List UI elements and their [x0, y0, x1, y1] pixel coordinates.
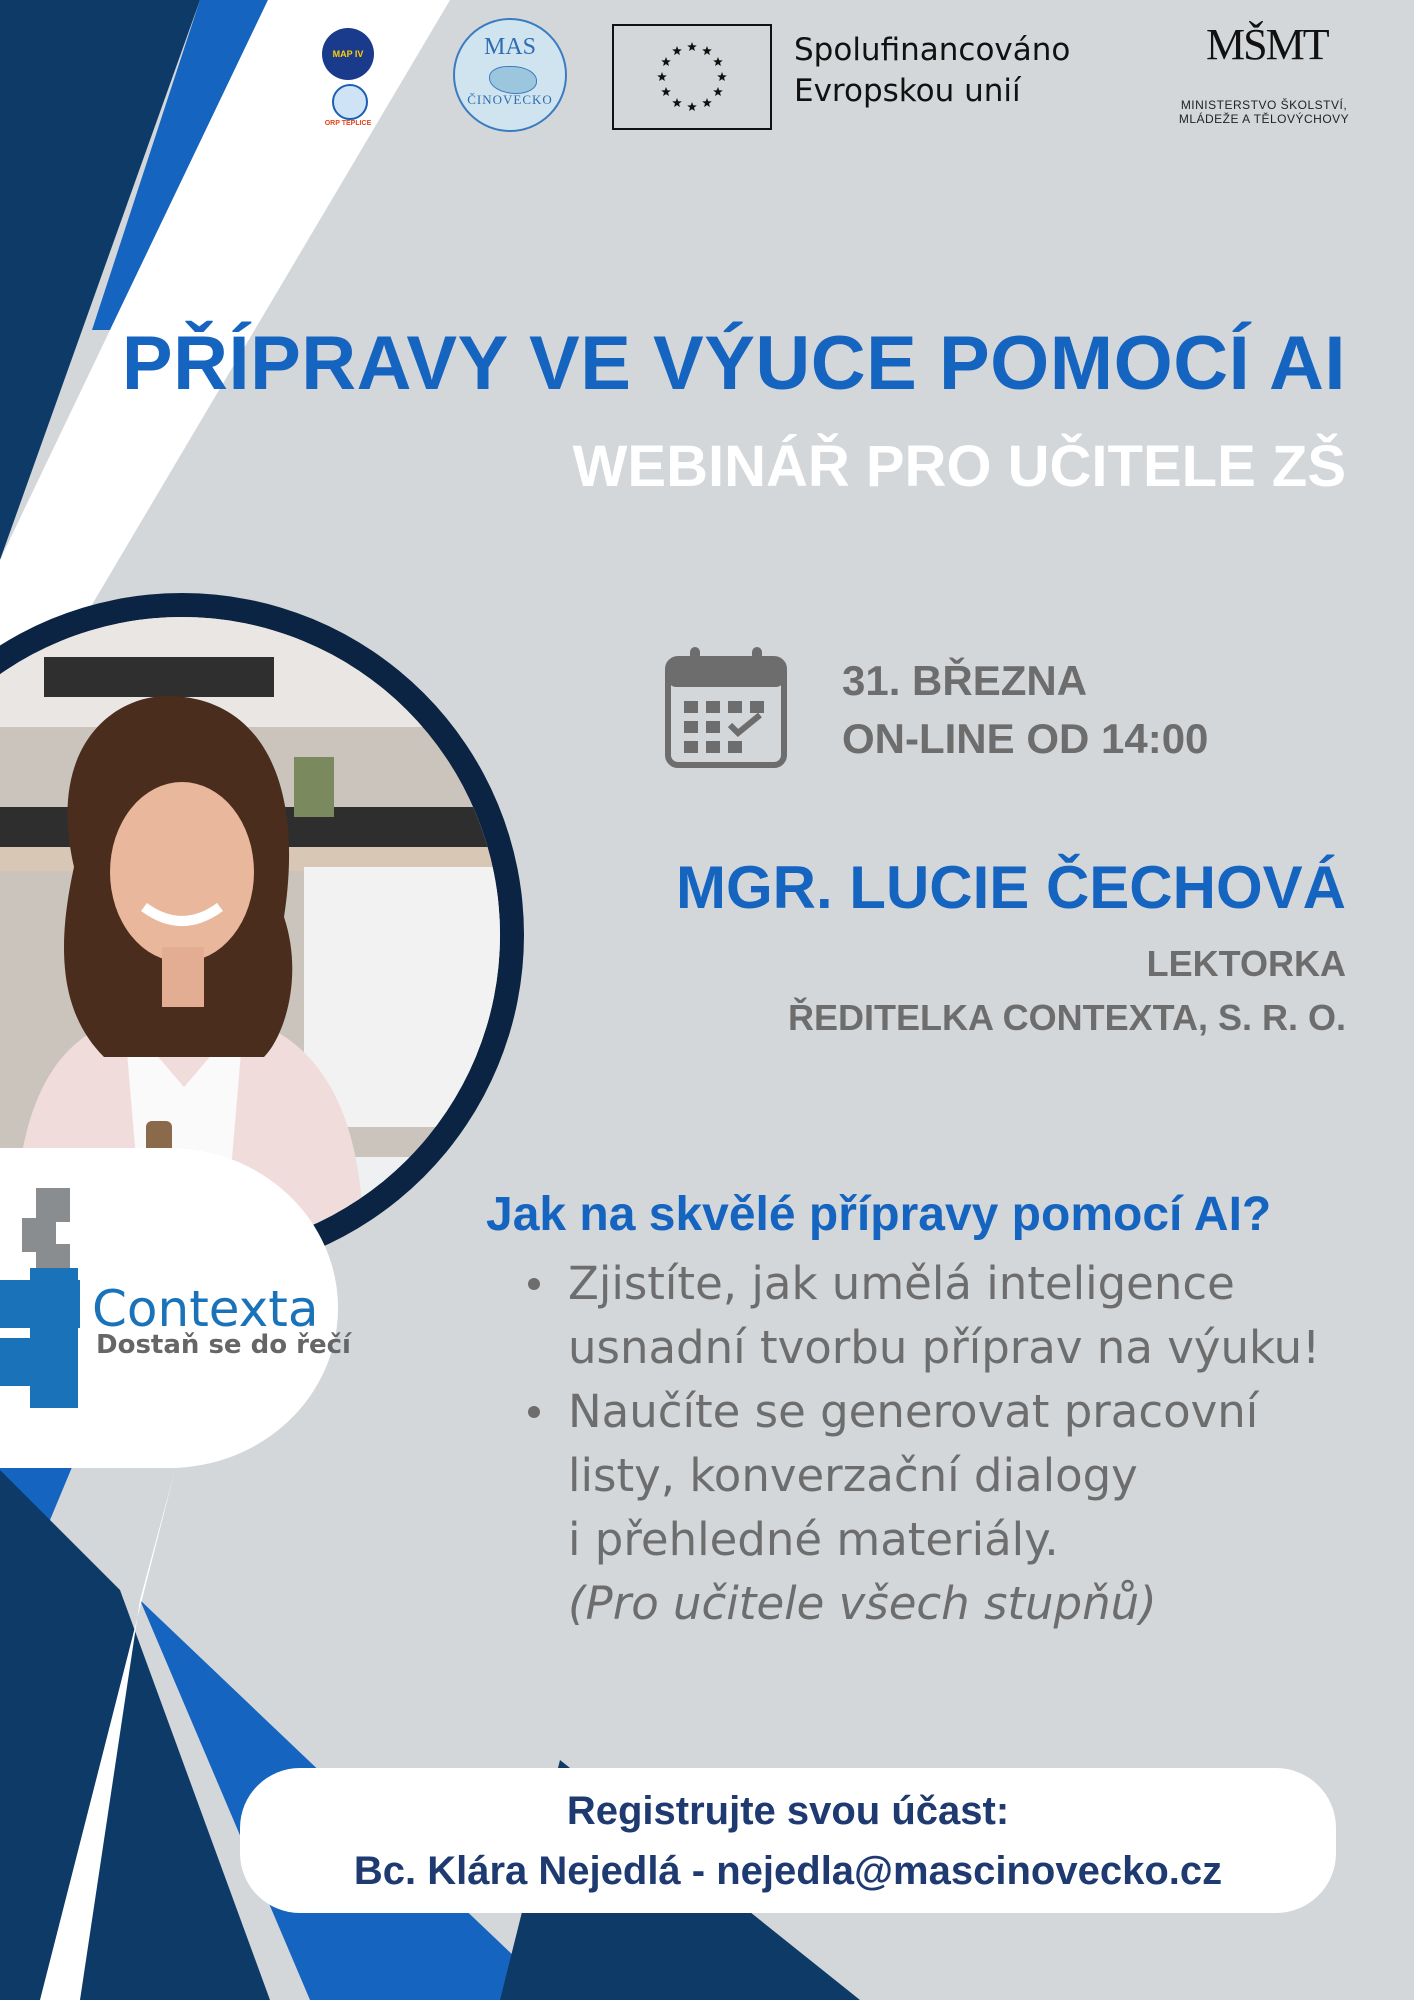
calendar-icon [664, 645, 788, 771]
msmt-logo [1146, 22, 1382, 134]
region-map-icon [489, 66, 537, 94]
msmt-caption-line2: MLÁDEŽE A TĚLOVÝCHOVY [1178, 112, 1350, 126]
registration-contact[interactable]: Bc. Klára Nejedlá - nejedla@mascinovecko.cz [353, 1849, 1223, 1893]
list-item [520, 1380, 1340, 1636]
page-subtitle: WEBINÁŘ PRO UČITELE ZŠ [572, 434, 1346, 499]
eu-flag-logo [612, 24, 772, 130]
orp-badge-icon [332, 84, 368, 120]
lecturer-name: MGR. LUCIE ČECHOVÁ [675, 854, 1346, 921]
eu-star [687, 102, 697, 111]
list-item [520, 1252, 1340, 1380]
eu-star [717, 72, 727, 81]
eu-star [687, 42, 697, 51]
eu-star [657, 72, 667, 81]
bullet2-line2: listy, konverzační dialogy [568, 1449, 1138, 1502]
eu-star [702, 98, 712, 107]
lecturer-position: ŘEDITELKA CONTEXTA, S. R. O. [787, 997, 1346, 1038]
cinovecko-label: ČINOVECKO [467, 92, 553, 107]
mas-label: MAS [483, 34, 537, 60]
eu-text-line2: Evropskou unií [794, 73, 1021, 109]
msmt-mark: MŠMT [1206, 20, 1328, 69]
msmt-caption [1146, 98, 1382, 126]
event-time: ON-LINE OD 14:00 [842, 715, 1209, 762]
eu-stars-icon [614, 26, 770, 128]
contexta-brand-name: Contexta [92, 1280, 319, 1338]
map-iv-logo [318, 28, 378, 132]
mas-cinovecko-logo [453, 18, 567, 132]
eu-star [661, 87, 671, 96]
content-heading: Jak na skvělé přípravy pomocí AI? [486, 1188, 1272, 1241]
eu-star [672, 98, 682, 107]
bullet-dot-icon [528, 1406, 540, 1418]
bullet2-line1: Naučíte se generovat pracovní [568, 1385, 1259, 1438]
benefits-list [520, 1252, 1340, 1636]
event-date: 31. BŘEZNA [842, 657, 1088, 704]
contexta-slogan: Dostaň se do řečí [96, 1330, 351, 1360]
bullet2-line3: i přehledné materiály. [568, 1513, 1059, 1566]
eu-star [713, 87, 723, 96]
contexta-puzzle-icon [0, 1188, 100, 1448]
page-title: PŘÍPRAVY VE VÝUCE POMOCÍ AI [121, 321, 1346, 406]
msmt-caption-line1: MINISTERSTVO ŠKOLSTVÍ, [1180, 98, 1348, 112]
orp-label: ORP TEPLICE [324, 120, 372, 127]
bullet1-line2: usnadní tvorbu příprav na výuku! [568, 1321, 1321, 1374]
eu-star [713, 57, 723, 66]
bullet1-line1: Zjistíte, jak umělá inteligence [568, 1257, 1235, 1310]
bullet2-note: (Pro učitele všech stupňů) [568, 1577, 1157, 1630]
eu-cofunding-text [794, 30, 1114, 112]
eu-star [672, 46, 682, 55]
bullet-dot-icon [528, 1278, 540, 1290]
eu-star [702, 46, 712, 55]
eu-star [661, 57, 671, 66]
lecturer-role: LEKTORKA [1146, 943, 1346, 984]
eu-text-line1: Spolufinancováno [794, 32, 1071, 68]
map-iv-label: MAP IV [322, 28, 374, 80]
registration-heading: Registrujte svou účast: [566, 1789, 1010, 1833]
